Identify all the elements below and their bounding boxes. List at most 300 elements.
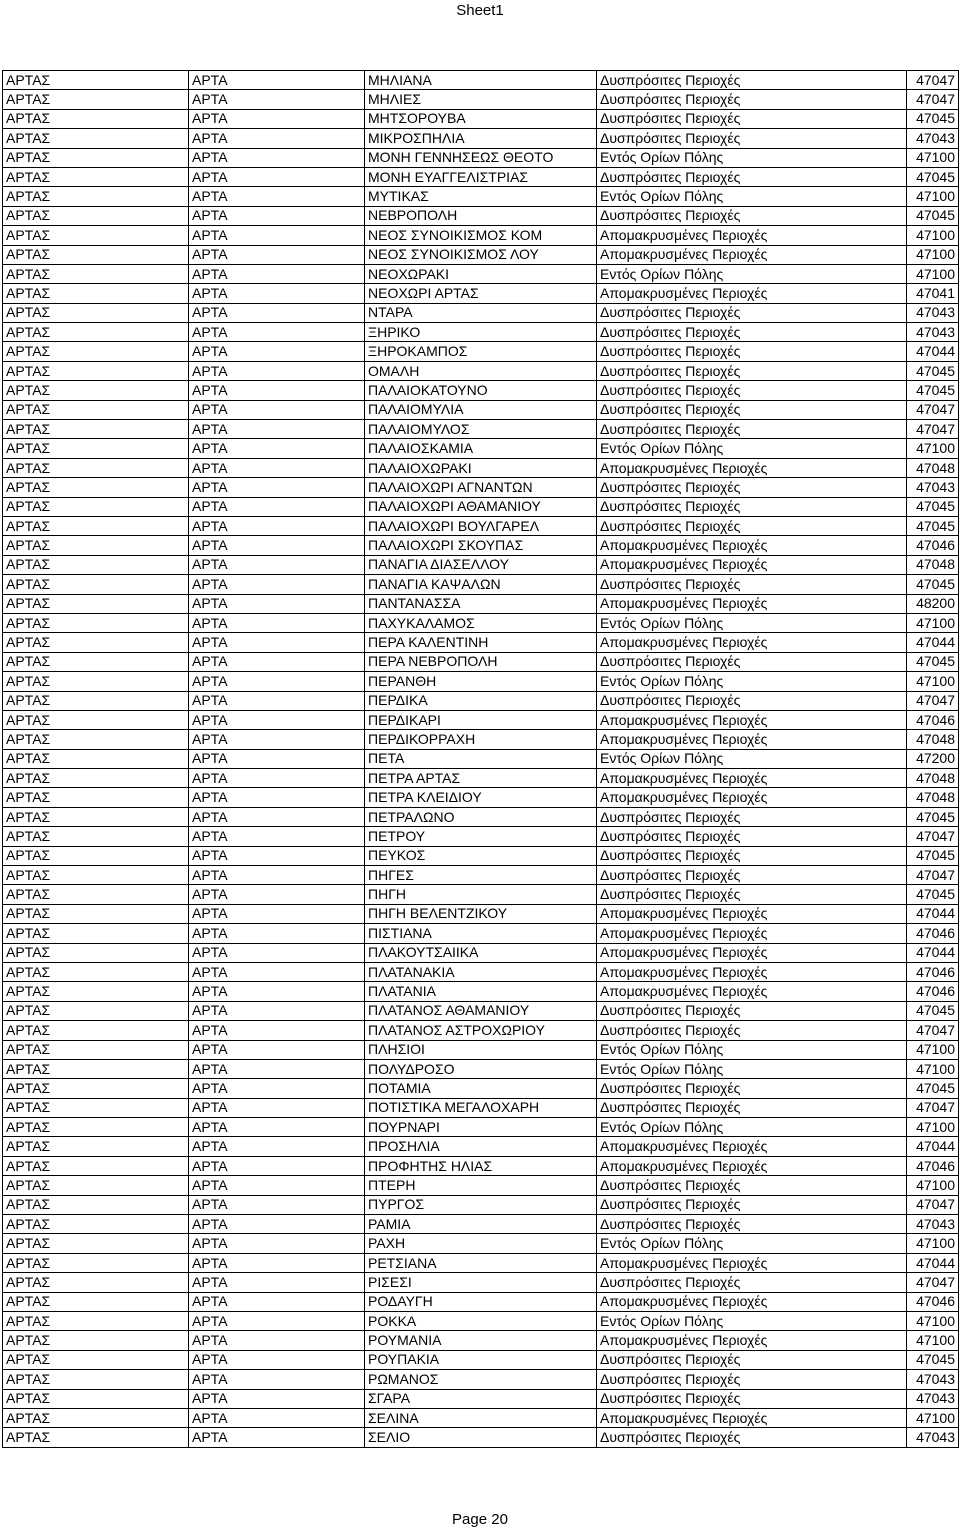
locality-cell: ΠΑΛΑΙΟΧΩΡΑΚΙ xyxy=(365,458,597,477)
prefecture-cell: ΑΡΤΑΣ xyxy=(3,400,189,419)
locality-cell: ΠΕΡΔΙΚΟΡΡΑΧΗ xyxy=(365,730,597,749)
table-row xyxy=(3,1234,959,1253)
postal-code-cell: 47043 xyxy=(907,303,959,322)
table-row xyxy=(3,458,959,477)
table-row xyxy=(3,885,959,904)
prefecture-cell: ΑΡΤΑΣ xyxy=(3,439,189,458)
locality-cell: ΜΟΝΗ ΕΥΑΓΓΕΛΙΣΤΡΙΑΣ xyxy=(365,167,597,186)
prefecture-cell: ΑΡΤΑΣ xyxy=(3,1176,189,1195)
area-type-cell: Απομακρυσμένες Περιοχές xyxy=(597,904,907,923)
area-type-cell: Δυσπρόσιτες Περιοχές xyxy=(597,516,907,535)
area-type-cell: Απομακρυσμένες Περιοχές xyxy=(597,633,907,652)
prefecture-cell: ΑΡΤΑΣ xyxy=(3,943,189,962)
locality-cell: ΠΗΓΗ xyxy=(365,885,597,904)
prefecture-cell: ΑΡΤΑΣ xyxy=(3,691,189,710)
area-type-cell: Εντός Ορίων Πόλης xyxy=(597,1312,907,1331)
prefecture-cell: ΑΡΤΑΣ xyxy=(3,1098,189,1117)
prefecture-cell: ΑΡΤΑΣ xyxy=(3,206,189,225)
locality-cell: ΠΑΝΑΓΙΑ ΚΑΨΑΛΩΝ xyxy=(365,575,597,594)
locality-cell: ΠΕΤΡΑ ΚΛΕΙΔΙΟΥ xyxy=(365,788,597,807)
locality-cell: ΠΡΟΣΗΛΙΑ xyxy=(365,1137,597,1156)
postal-code-cell: 47100 xyxy=(907,1040,959,1059)
locality-cell: ΠΟΛΥΔΡΟΣΟ xyxy=(365,1059,597,1078)
table-row xyxy=(3,361,959,380)
table-row xyxy=(3,1176,959,1195)
prefecture-cell: ΑΡΤΑΣ xyxy=(3,1292,189,1311)
area-type-cell: Απομακρυσμένες Περιοχές xyxy=(597,1408,907,1427)
municipality-cell: ΑΡΤΑ xyxy=(189,1428,365,1447)
table-row xyxy=(3,148,959,167)
area-type-cell: Δυσπρόσιτες Περιοχές xyxy=(597,1273,907,1292)
postal-code-cell: 47100 xyxy=(907,1312,959,1331)
prefecture-cell: ΑΡΤΑΣ xyxy=(3,148,189,167)
prefecture-cell: ΑΡΤΑΣ xyxy=(3,846,189,865)
sheet-title: Sheet1 xyxy=(456,2,504,19)
table-row xyxy=(3,575,959,594)
locality-cell: ΠΑΝΤΑΝΑΣΣΑ xyxy=(365,594,597,613)
area-type-cell: Απομακρυσμένες Περιοχές xyxy=(597,594,907,613)
area-type-cell: Δυσπρόσιτες Περιοχές xyxy=(597,1389,907,1408)
area-type-cell: Εντός Ορίων Πόλης xyxy=(597,672,907,691)
postal-code-cell: 47045 xyxy=(907,109,959,128)
locality-cell: ΣΕΛΙΟ xyxy=(365,1428,597,1447)
postal-code-cell: 47045 xyxy=(907,1079,959,1098)
prefecture-cell: ΑΡΤΑΣ xyxy=(3,1118,189,1137)
area-type-cell: Απομακρυσμένες Περιοχές xyxy=(597,458,907,477)
postal-code-cell: 47043 xyxy=(907,1389,959,1408)
prefecture-cell: ΑΡΤΑΣ xyxy=(3,1215,189,1234)
table-row xyxy=(3,866,959,885)
municipality-cell: ΑΡΤΑ xyxy=(189,1001,365,1020)
postal-code-cell: 47045 xyxy=(907,361,959,380)
locality-cell: ΠΛΑΤΑΝΟΣ ΑΘΑΜΑΝΙΟΥ xyxy=(365,1001,597,1020)
locality-cell: ΠΕΥΚΟΣ xyxy=(365,846,597,865)
locality-cell: ΝΕΟΣ ΣΥΝΟΙΚΙΣΜΟΣ ΚΟΜ xyxy=(365,226,597,245)
table-row xyxy=(3,594,959,613)
table-row xyxy=(3,1098,959,1117)
table-row xyxy=(3,1195,959,1214)
municipality-cell: ΑΡΤΑ xyxy=(189,924,365,943)
locality-cell: ΠΑΛΑΙΟΜΥΛΙΑ xyxy=(365,400,597,419)
postal-code-cell: 47100 xyxy=(907,1331,959,1350)
locality-cell: ΡΕΤΣΙΑΝΑ xyxy=(365,1253,597,1272)
area-type-cell: Εντός Ορίων Πόλης xyxy=(597,439,907,458)
locality-cell: ΠΛΗΣΙΟΙ xyxy=(365,1040,597,1059)
municipality-cell: ΑΡΤΑ xyxy=(189,284,365,303)
postal-code-cell: 47043 xyxy=(907,323,959,342)
area-type-cell: Δυσπρόσιτες Περιοχές xyxy=(597,1350,907,1369)
postal-code-cell: 47100 xyxy=(907,1176,959,1195)
area-type-cell: Εντός Ορίων Πόλης xyxy=(597,749,907,768)
municipality-cell: ΑΡΤΑ xyxy=(189,575,365,594)
area-type-cell: Δυσπρόσιτες Περιοχές xyxy=(597,1370,907,1389)
area-type-cell: Απομακρυσμένες Περιοχές xyxy=(597,1253,907,1272)
postal-code-cell: 47047 xyxy=(907,1098,959,1117)
prefecture-cell: ΑΡΤΑΣ xyxy=(3,924,189,943)
prefecture-cell: ΑΡΤΑΣ xyxy=(3,788,189,807)
locality-cell: ΠΕΤΑ xyxy=(365,749,597,768)
postal-code-cell: 47047 xyxy=(907,691,959,710)
area-type-cell: Εντός Ορίων Πόλης xyxy=(597,613,907,632)
locality-cell: ΠΛΑΤΑΝΙΑ xyxy=(365,982,597,1001)
postal-code-cell: 47045 xyxy=(907,1001,959,1020)
municipality-cell: ΑΡΤΑ xyxy=(189,982,365,1001)
table-row xyxy=(3,1292,959,1311)
locality-cell: ΠΑΛΑΙΟΧΩΡΙ ΑΘΑΜΑΝΙΟΥ xyxy=(365,497,597,516)
table-row xyxy=(3,1312,959,1331)
table-row xyxy=(3,284,959,303)
area-type-cell: Απομακρυσμένες Περιοχές xyxy=(597,962,907,981)
prefecture-cell: ΑΡΤΑΣ xyxy=(3,769,189,788)
prefecture-cell: ΑΡΤΑΣ xyxy=(3,245,189,264)
locality-cell: ΠΤΕΡΗ xyxy=(365,1176,597,1195)
locality-cell: ΠΕΡΑ ΝΕΒΡΟΠΟΛΗ xyxy=(365,652,597,671)
municipality-cell: ΑΡΤΑ xyxy=(189,90,365,109)
postal-code-cell: 47045 xyxy=(907,167,959,186)
locality-cell: ΠΛΑΤΑΝΑΚΙΑ xyxy=(365,962,597,981)
area-type-cell: Δυσπρόσιτες Περιοχές xyxy=(597,206,907,225)
table-row xyxy=(3,1273,959,1292)
area-type-cell: Απομακρυσμένες Περιοχές xyxy=(597,710,907,729)
prefecture-cell: ΑΡΤΑΣ xyxy=(3,594,189,613)
municipality-cell: ΑΡΤΑ xyxy=(189,749,365,768)
locality-cell: ΠΟΤΑΜΙΑ xyxy=(365,1079,597,1098)
area-type-cell: Δυσπρόσιτες Περιοχές xyxy=(597,691,907,710)
prefecture-cell: ΑΡΤΑΣ xyxy=(3,167,189,186)
municipality-cell: ΑΡΤΑ xyxy=(189,342,365,361)
prefecture-cell: ΑΡΤΑΣ xyxy=(3,1273,189,1292)
table-row xyxy=(3,943,959,962)
postal-code-cell: 47045 xyxy=(907,381,959,400)
area-type-cell: Απομακρυσμένες Περιοχές xyxy=(597,788,907,807)
prefecture-cell: ΑΡΤΑΣ xyxy=(3,420,189,439)
locality-cell: ΡΩΜΑΝΟΣ xyxy=(365,1370,597,1389)
postal-code-cell: 47041 xyxy=(907,284,959,303)
postal-code-cell: 47048 xyxy=(907,788,959,807)
locality-cell: ΜΗΤΣΟΡΟΥΒΑ xyxy=(365,109,597,128)
locality-cell: ΠΑΛΑΙΟΣΚΑΜΙΑ xyxy=(365,439,597,458)
locality-cell: ΠΕΡΑ ΚΑΛΕΝΤΙΝΗ xyxy=(365,633,597,652)
table-row xyxy=(3,1059,959,1078)
postal-code-cell: 47045 xyxy=(907,652,959,671)
area-type-cell: Εντός Ορίων Πόλης xyxy=(597,187,907,206)
locality-cell: ΜΙΚΡΟΣΠΗΛΙΑ xyxy=(365,129,597,148)
municipality-cell: ΑΡΤΑ xyxy=(189,148,365,167)
prefecture-cell: ΑΡΤΑΣ xyxy=(3,749,189,768)
locality-cell: ΠΟΥΡΝΑΡΙ xyxy=(365,1118,597,1137)
locality-cell: ΝΕΟΣ ΣΥΝΟΙΚΙΣΜΟΣ ΛΟΥ xyxy=(365,245,597,264)
municipality-cell: ΑΡΤΑ xyxy=(189,652,365,671)
prefecture-cell: ΑΡΤΑΣ xyxy=(3,962,189,981)
municipality-cell: ΑΡΤΑ xyxy=(189,1195,365,1214)
locality-cell: ΠΕΡΑΝΘΗ xyxy=(365,672,597,691)
prefecture-cell: ΑΡΤΑΣ xyxy=(3,866,189,885)
table-row xyxy=(3,1350,959,1369)
municipality-cell: ΑΡΤΑ xyxy=(189,788,365,807)
table-row xyxy=(3,1021,959,1040)
area-type-cell: Απομακρυσμένες Περιοχές xyxy=(597,943,907,962)
municipality-cell: ΑΡΤΑ xyxy=(189,303,365,322)
area-type-cell: Εντός Ορίων Πόλης xyxy=(597,1234,907,1253)
municipality-cell: ΑΡΤΑ xyxy=(189,1215,365,1234)
table-row xyxy=(3,439,959,458)
prefecture-cell: ΑΡΤΑΣ xyxy=(3,613,189,632)
prefecture-cell: ΑΡΤΑΣ xyxy=(3,1331,189,1350)
municipality-cell: ΑΡΤΑ xyxy=(189,885,365,904)
table-body xyxy=(3,71,959,1448)
prefecture-cell: ΑΡΤΑΣ xyxy=(3,633,189,652)
locality-cell: ΜΗΛΙΕΣ xyxy=(365,90,597,109)
table-row xyxy=(3,749,959,768)
locality-cell: ΠΡΟΦΗΤΗΣ ΗΛΙΑΣ xyxy=(365,1156,597,1175)
postal-code-cell: 47045 xyxy=(907,846,959,865)
area-type-cell: Απομακρυσμένες Περιοχές xyxy=(597,226,907,245)
area-type-cell: Δυσπρόσιτες Περιοχές xyxy=(597,400,907,419)
table-row xyxy=(3,1253,959,1272)
postal-code-cell: 47045 xyxy=(907,885,959,904)
locality-cell: ΜΟΝΗ ΓΕΝΝΗΣΕΩΣ ΘΕΟΤΟ xyxy=(365,148,597,167)
municipality-cell: ΑΡΤΑ xyxy=(189,1137,365,1156)
locality-cell: ΠΑΧΥΚΑΛΑΜΟΣ xyxy=(365,613,597,632)
municipality-cell: ΑΡΤΑ xyxy=(189,1156,365,1175)
locality-cell: ΝΕΟΧΩΡΑΚΙ xyxy=(365,264,597,283)
table-row xyxy=(3,652,959,671)
postal-code-cell: 47046 xyxy=(907,962,959,981)
prefecture-cell: ΑΡΤΑΣ xyxy=(3,1408,189,1427)
municipality-cell: ΑΡΤΑ xyxy=(189,691,365,710)
municipality-cell: ΑΡΤΑ xyxy=(189,323,365,342)
postal-code-cell: 47044 xyxy=(907,943,959,962)
postal-code-cell: 47100 xyxy=(907,1059,959,1078)
area-type-cell: Δυσπρόσιτες Περιοχές xyxy=(597,71,907,90)
postal-code-cell: 47046 xyxy=(907,536,959,555)
municipality-cell: ΑΡΤΑ xyxy=(189,613,365,632)
postal-code-cell: 47045 xyxy=(907,575,959,594)
locality-cell: ΡΙΣΕΣΙ xyxy=(365,1273,597,1292)
postal-code-cell: 47100 xyxy=(907,245,959,264)
table-row xyxy=(3,1079,959,1098)
locality-cell: ΠΗΓΕΣ xyxy=(365,866,597,885)
area-type-cell: Απομακρυσμένες Περιοχές xyxy=(597,769,907,788)
area-type-cell: Απομακρυσμένες Περιοχές xyxy=(597,924,907,943)
locality-cell: ΠΗΓΗ ΒΕΛΕΝΤΖΙΚΟΥ xyxy=(365,904,597,923)
locality-cell: ΡΟΚΚΑ xyxy=(365,1312,597,1331)
prefecture-cell: ΑΡΤΑΣ xyxy=(3,710,189,729)
prefecture-cell: ΑΡΤΑΣ xyxy=(3,90,189,109)
locality-cell: ΠΑΛΑΙΟΧΩΡΙ ΑΓΝΑΝΤΩΝ xyxy=(365,478,597,497)
table-row xyxy=(3,769,959,788)
prefecture-cell: ΑΡΤΑΣ xyxy=(3,226,189,245)
locality-cell: ΞΗΡΟΚΑΜΠΟΣ xyxy=(365,342,597,361)
postal-code-cell: 47046 xyxy=(907,1156,959,1175)
municipality-cell: ΑΡΤΑ xyxy=(189,1312,365,1331)
area-type-cell: Απομακρυσμένες Περιοχές xyxy=(597,555,907,574)
municipality-cell: ΑΡΤΑ xyxy=(189,827,365,846)
postal-code-cell: 47044 xyxy=(907,633,959,652)
prefecture-cell: ΑΡΤΑΣ xyxy=(3,536,189,555)
postal-code-cell: 47046 xyxy=(907,982,959,1001)
area-type-cell: Απομακρυσμένες Περιοχές xyxy=(597,245,907,264)
municipality-cell: ΑΡΤΑ xyxy=(189,633,365,652)
postal-code-cell: 47045 xyxy=(907,1350,959,1369)
prefecture-cell: ΑΡΤΑΣ xyxy=(3,303,189,322)
municipality-cell: ΑΡΤΑ xyxy=(189,167,365,186)
locality-cell: ΠΑΛΑΙΟΚΑΤΟΥΝΟ xyxy=(365,381,597,400)
municipality-cell: ΑΡΤΑ xyxy=(189,1253,365,1272)
municipality-cell: ΑΡΤΑ xyxy=(189,1350,365,1369)
area-type-cell: Δυσπρόσιτες Περιοχές xyxy=(597,1215,907,1234)
postal-code-cell: 47047 xyxy=(907,71,959,90)
prefecture-cell: ΑΡΤΑΣ xyxy=(3,1059,189,1078)
table-row xyxy=(3,1001,959,1020)
municipality-cell: ΑΡΤΑ xyxy=(189,1021,365,1040)
table-row xyxy=(3,827,959,846)
prefecture-cell: ΑΡΤΑΣ xyxy=(3,1312,189,1331)
postal-code-cell: 47100 xyxy=(907,1408,959,1427)
prefecture-cell: ΑΡΤΑΣ xyxy=(3,1428,189,1447)
municipality-cell: ΑΡΤΑ xyxy=(189,420,365,439)
prefecture-cell: ΑΡΤΑΣ xyxy=(3,71,189,90)
table-row xyxy=(3,1428,959,1447)
municipality-cell: ΑΡΤΑ xyxy=(189,769,365,788)
postal-code-cell: 47047 xyxy=(907,1021,959,1040)
postal-code-cell: 47048 xyxy=(907,730,959,749)
municipality-cell: ΑΡΤΑ xyxy=(189,71,365,90)
table-row xyxy=(3,167,959,186)
municipality-cell: ΑΡΤΑ xyxy=(189,497,365,516)
postal-code-cell: 47047 xyxy=(907,1273,959,1292)
prefecture-cell: ΑΡΤΑΣ xyxy=(3,1350,189,1369)
municipality-cell: ΑΡΤΑ xyxy=(189,1059,365,1078)
table-row xyxy=(3,1389,959,1408)
table-row xyxy=(3,303,959,322)
prefecture-cell: ΑΡΤΑΣ xyxy=(3,807,189,826)
municipality-cell: ΑΡΤΑ xyxy=(189,226,365,245)
municipality-cell: ΑΡΤΑ xyxy=(189,1118,365,1137)
area-type-cell: Δυσπρόσιτες Περιοχές xyxy=(597,1079,907,1098)
area-type-cell: Εντός Ορίων Πόλης xyxy=(597,148,907,167)
locality-cell: ΠΛΑΚΟΥΤΣΑΙΙΚΑ xyxy=(365,943,597,962)
area-type-cell: Δυσπρόσιτες Περιοχές xyxy=(597,478,907,497)
table-row xyxy=(3,342,959,361)
municipality-cell: ΑΡΤΑ xyxy=(189,807,365,826)
table-row xyxy=(3,497,959,516)
prefecture-cell: ΑΡΤΑΣ xyxy=(3,342,189,361)
municipality-cell: ΑΡΤΑ xyxy=(189,361,365,380)
municipality-cell: ΑΡΤΑ xyxy=(189,1408,365,1427)
prefecture-cell: ΑΡΤΑΣ xyxy=(3,1234,189,1253)
page-number: Page 20 xyxy=(452,1511,508,1528)
municipality-cell: ΑΡΤΑ xyxy=(189,1098,365,1117)
prefecture-cell: ΑΡΤΑΣ xyxy=(3,129,189,148)
municipality-cell: ΑΡΤΑ xyxy=(189,187,365,206)
area-type-cell: Δυσπρόσιτες Περιοχές xyxy=(597,109,907,128)
prefecture-cell: ΑΡΤΑΣ xyxy=(3,497,189,516)
area-type-cell: Δυσπρόσιτες Περιοχές xyxy=(597,1021,907,1040)
postal-code-cell: 47045 xyxy=(907,497,959,516)
prefecture-cell: ΑΡΤΑΣ xyxy=(3,1389,189,1408)
table-row xyxy=(3,633,959,652)
prefecture-cell: ΑΡΤΑΣ xyxy=(3,1370,189,1389)
prefecture-cell: ΑΡΤΑΣ xyxy=(3,1021,189,1040)
locality-cell: ΜΥΤΙΚΑΣ xyxy=(365,187,597,206)
area-type-cell: Απομακρυσμένες Περιοχές xyxy=(597,730,907,749)
table-row xyxy=(3,710,959,729)
prefecture-cell: ΑΡΤΑΣ xyxy=(3,1079,189,1098)
table-row xyxy=(3,381,959,400)
postal-code-cell: 47044 xyxy=(907,342,959,361)
postal-code-cell: 47047 xyxy=(907,400,959,419)
data-table xyxy=(2,70,959,1448)
area-type-cell: Δυσπρόσιτες Περιοχές xyxy=(597,129,907,148)
table-row xyxy=(3,478,959,497)
locality-cell: ΠΕΤΡΟΥ xyxy=(365,827,597,846)
postal-code-cell: 47100 xyxy=(907,672,959,691)
table-row xyxy=(3,420,959,439)
postal-code-cell: 47100 xyxy=(907,264,959,283)
municipality-cell: ΑΡΤΑ xyxy=(189,943,365,962)
area-type-cell: Εντός Ορίων Πόλης xyxy=(597,1118,907,1137)
postal-code-cell: 47046 xyxy=(907,710,959,729)
area-type-cell: Απομακρυσμένες Περιοχές xyxy=(597,1292,907,1311)
locality-cell: ΠΥΡΓΟΣ xyxy=(365,1195,597,1214)
postal-code-cell: 47047 xyxy=(907,1195,959,1214)
locality-cell: ΟΜΑΛΗ xyxy=(365,361,597,380)
area-type-cell: Απομακρυσμένες Περιοχές xyxy=(597,536,907,555)
table-row xyxy=(3,730,959,749)
municipality-cell: ΑΡΤΑ xyxy=(189,846,365,865)
municipality-cell: ΑΡΤΑ xyxy=(189,1040,365,1059)
area-type-cell: Δυσπρόσιτες Περιοχές xyxy=(597,1001,907,1020)
municipality-cell: ΑΡΤΑ xyxy=(189,672,365,691)
locality-cell: ΝΕΒΡΟΠΟΛΗ xyxy=(365,206,597,225)
locality-cell: ΜΗΛΙΑΝΑ xyxy=(365,71,597,90)
municipality-cell: ΑΡΤΑ xyxy=(189,866,365,885)
locality-cell: ΡΟΥΜΑΝΙΑ xyxy=(365,1331,597,1350)
postal-code-cell: 47046 xyxy=(907,924,959,943)
prefecture-cell: ΑΡΤΑΣ xyxy=(3,672,189,691)
table-row xyxy=(3,691,959,710)
area-type-cell: Απομακρυσμένες Περιοχές xyxy=(597,1156,907,1175)
table-row xyxy=(3,1137,959,1156)
table-row xyxy=(3,982,959,1001)
prefecture-cell: ΑΡΤΑΣ xyxy=(3,109,189,128)
locality-cell: ΡΟΥΠΑΚΙΑ xyxy=(365,1350,597,1369)
table-row xyxy=(3,90,959,109)
area-type-cell: Εντός Ορίων Πόλης xyxy=(597,1059,907,1078)
area-type-cell: Δυσπρόσιτες Περιοχές xyxy=(597,303,907,322)
locality-cell: ΠΑΝΑΓΙΑ ΔΙΑΣΕΛΛΟΥ xyxy=(365,555,597,574)
locality-cell: ΠΙΣΤΙΑΝΑ xyxy=(365,924,597,943)
table-row xyxy=(3,904,959,923)
prefecture-cell: ΑΡΤΑΣ xyxy=(3,885,189,904)
postal-code-cell: 47047 xyxy=(907,827,959,846)
locality-cell: ΠΕΡΔΙΚΑ xyxy=(365,691,597,710)
prefecture-cell: ΑΡΤΑΣ xyxy=(3,652,189,671)
postal-code-cell: 47045 xyxy=(907,206,959,225)
locality-cell: ΠΕΤΡΑ ΑΡΤΑΣ xyxy=(365,769,597,788)
municipality-cell: ΑΡΤΑ xyxy=(189,129,365,148)
locality-cell: ΡΑΜΙΑ xyxy=(365,1215,597,1234)
municipality-cell: ΑΡΤΑ xyxy=(189,730,365,749)
postal-code-cell: 47047 xyxy=(907,866,959,885)
postal-code-cell: 47043 xyxy=(907,478,959,497)
postal-code-cell: 47045 xyxy=(907,807,959,826)
table-row xyxy=(3,672,959,691)
table-row xyxy=(3,536,959,555)
prefecture-cell: ΑΡΤΑΣ xyxy=(3,361,189,380)
prefecture-cell: ΑΡΤΑΣ xyxy=(3,1253,189,1272)
